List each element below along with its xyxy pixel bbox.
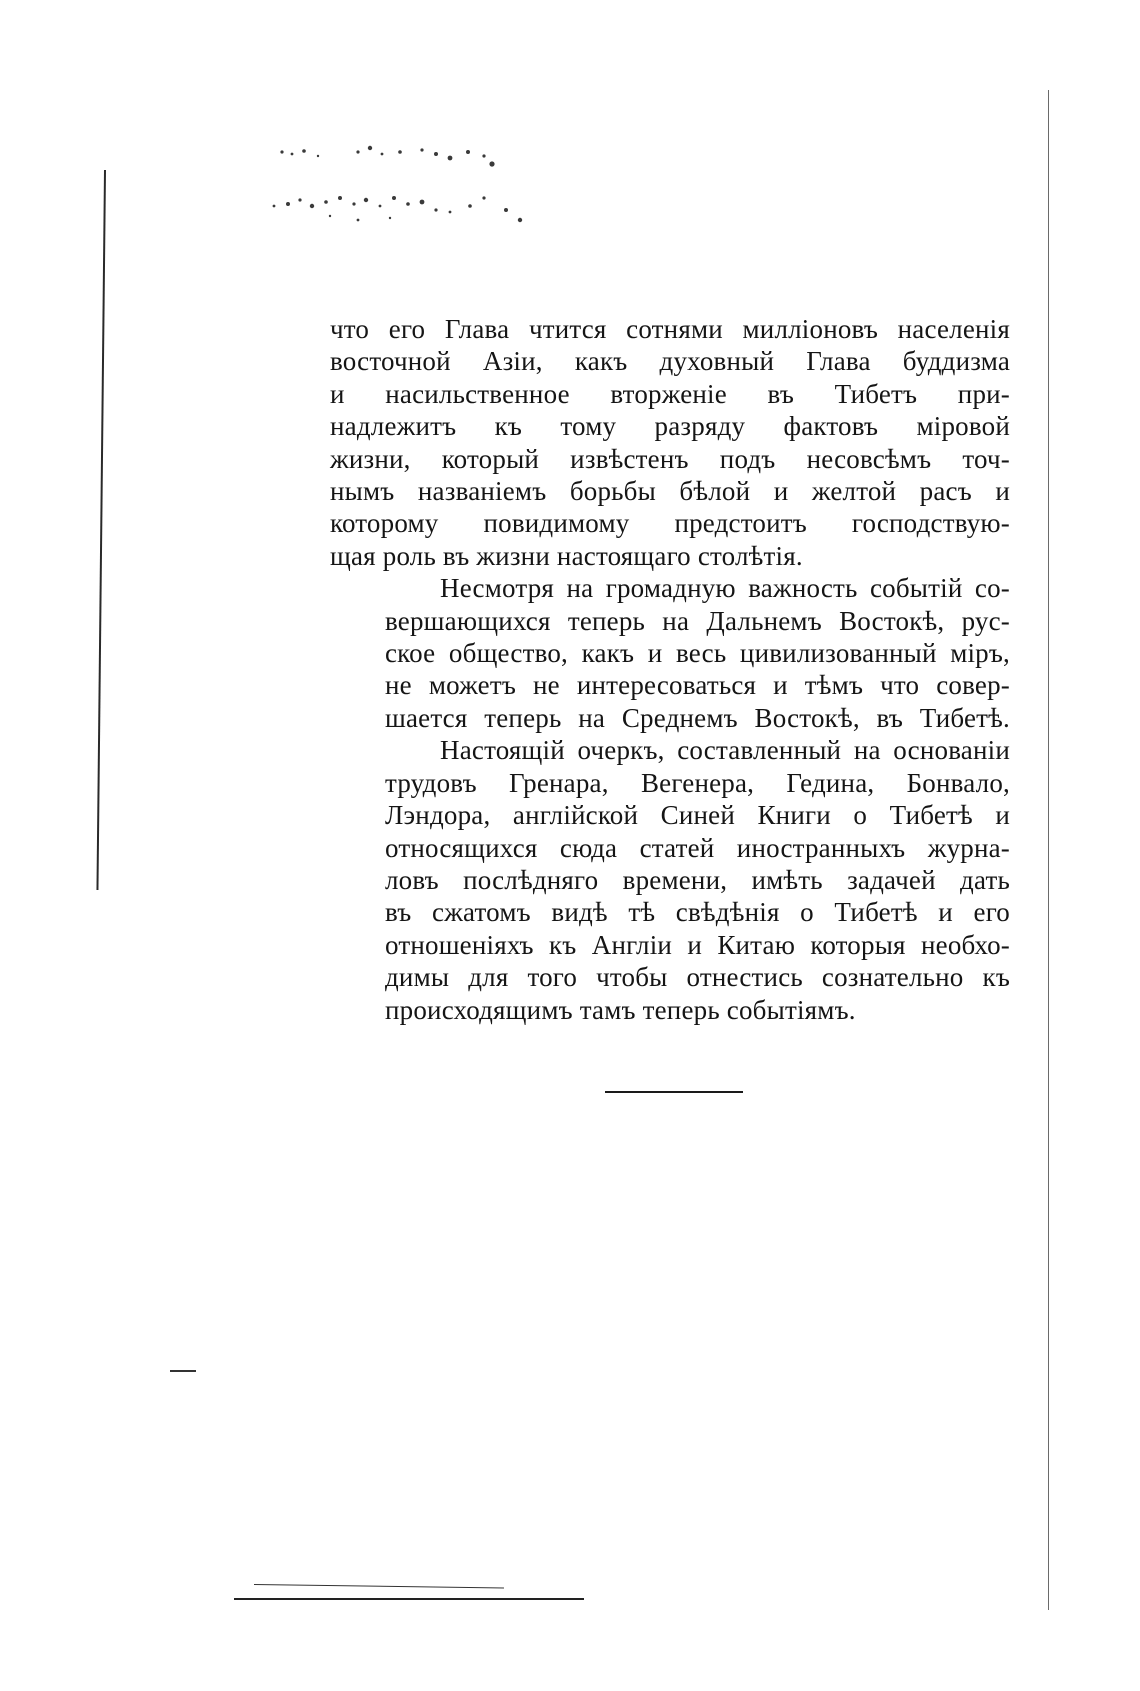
text-line: шается теперь на Среднемъ Востокѣ, въ Тибетѣ. <box>385 702 1010 733</box>
text-line: щая роль въ жизни настоящаго столѣтія. <box>330 540 803 571</box>
text-line: и насильственное вторженіе въ Тибетъ при- <box>330 378 1010 409</box>
text-line: ское общество, какъ и весь цивилизованный міръ, <box>385 638 1010 669</box>
section-end-rule <box>605 1091 743 1093</box>
text-line: которому повидимому предстоитъ господствую- <box>330 508 1010 539</box>
text-line: трудовъ Гренара, Вегенера, Гедина, Бонвало, <box>385 767 1010 798</box>
text-line: вершающихся теперь на Дальнемъ Востокѣ, рус- <box>385 605 1010 636</box>
paragraph-3 <box>330 734 1010 1026</box>
text-line: жизни, который извѣстенъ подъ несовсѣмъ точ- <box>330 443 1010 474</box>
text-line: что его Глава чтится сотнями милліоновъ населенія <box>330 314 1010 344</box>
text-line: ловъ послѣдняго времени, имѣть задачей дать <box>385 864 1010 895</box>
paragraph-1 <box>330 313 1010 572</box>
bottom-rule <box>234 1598 584 1600</box>
right-margin-rule <box>1048 90 1049 1610</box>
text-line: надлежитъ къ тому разряду фактовъ міровой <box>330 411 1010 442</box>
ink-smudge-mark <box>270 140 570 250</box>
text-line: Несмотря на громадную важность событій со- <box>440 573 1010 604</box>
text-line: отношеніяхъ къ Англіи и Китаю которыя необхо- <box>385 929 1010 960</box>
text-line: восточной Азіи, какъ духовный Глава буддизма <box>330 346 1010 377</box>
bottom-rule-upper <box>254 1584 504 1588</box>
text-line: въ сжатомъ видѣ тѣ свѣдѣнія о Тибетѣ и его <box>385 897 1010 928</box>
body-text <box>330 313 1010 1026</box>
left-margin-rule <box>96 170 106 890</box>
text-line: происходящимъ тамъ теперь событіямъ. <box>385 994 856 1025</box>
text-line: Настоящій очеркъ, составленный на основаніи <box>440 735 1010 766</box>
paragraph-2 <box>330 572 1010 734</box>
text-line: относящихся сюда статей иностранныхъ журна- <box>385 832 1010 863</box>
text-line: нымъ названіемъ борьбы бѣлой и желтой расъ и <box>330 476 1010 507</box>
text-line: Лэндора, англійской Синей Книги о Тибетѣ и <box>385 800 1010 831</box>
margin-dash <box>170 1370 196 1372</box>
text-line: не можетъ не интересоваться и тѣмъ что совер- <box>385 670 1010 701</box>
text-line: димы для того чтобы отнестись сознательно къ <box>385 962 1010 993</box>
